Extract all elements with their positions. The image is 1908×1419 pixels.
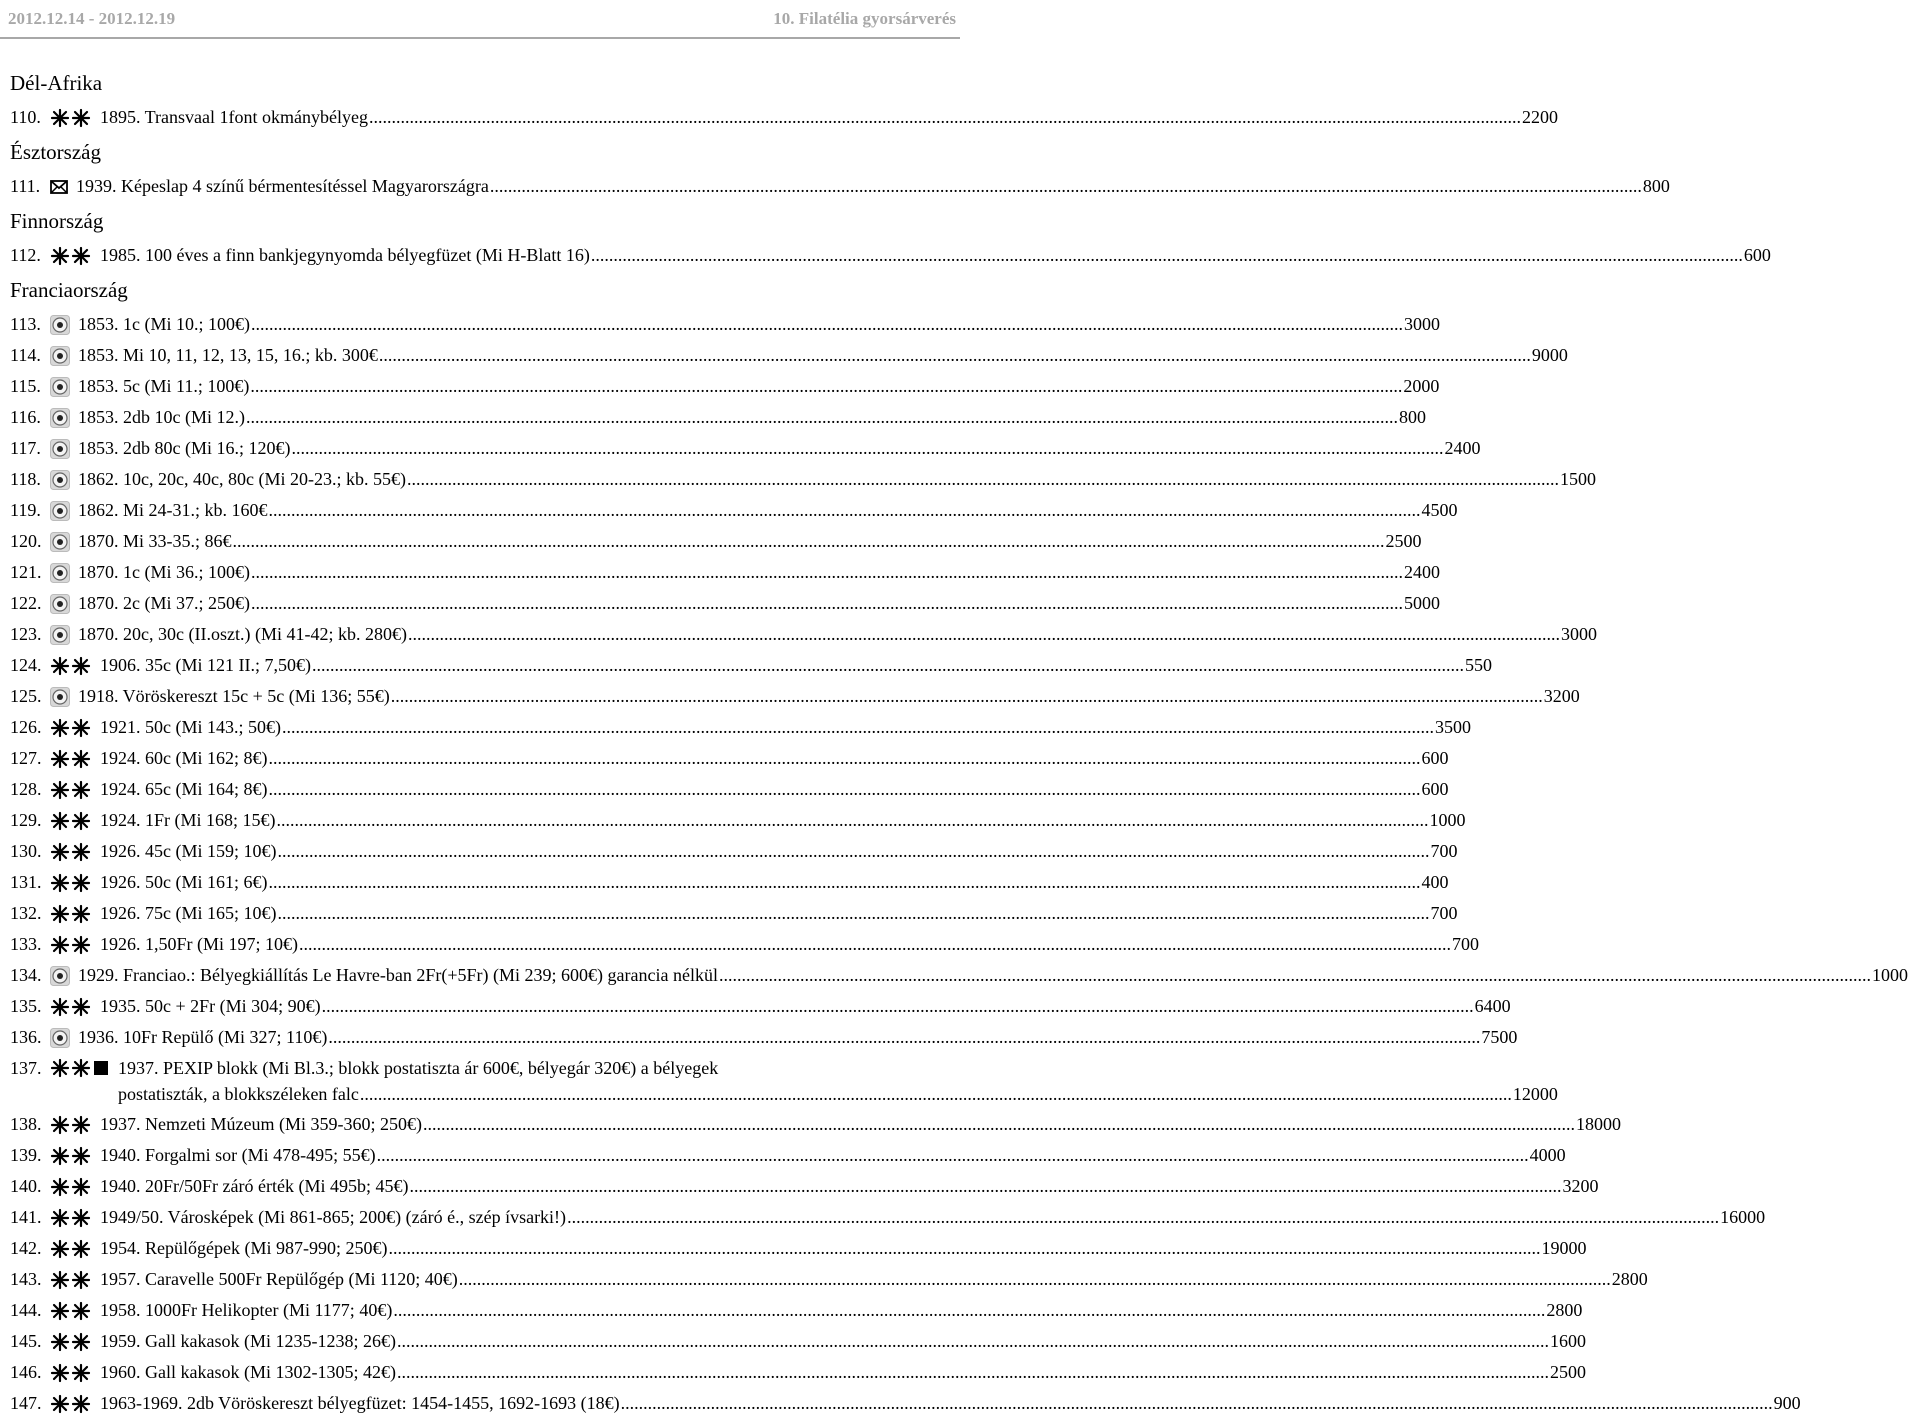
lot-row xyxy=(10,340,1568,371)
mint-icon xyxy=(50,929,92,960)
lot-price: 3500 xyxy=(1434,717,1471,737)
lot-price: 2500 xyxy=(1549,1362,1586,1382)
lot-description: 1936. 10Fr Repülő (Mi 327; 110€) xyxy=(78,1027,328,1047)
lot-number: 131. xyxy=(10,872,42,892)
mint-icon xyxy=(50,1264,92,1295)
dot-leader xyxy=(282,712,1434,743)
dot-leader xyxy=(250,371,1402,402)
mint-icon xyxy=(50,898,92,929)
lot-row xyxy=(10,743,1449,774)
lot-description: 1959. Gall kakasok (Mi 1235-1238; 26€) xyxy=(100,1331,396,1351)
lot-description: 1960. Gall kakasok (Mi 1302-1305; 42€) xyxy=(100,1362,396,1382)
lot-number: 140. xyxy=(10,1176,42,1196)
lot-price: 700 xyxy=(1452,934,1479,954)
lot-row xyxy=(10,433,1481,464)
mint-icon xyxy=(50,774,92,805)
catalog-list xyxy=(10,64,1908,1419)
dot-leader xyxy=(459,1264,1611,1295)
mint-icon xyxy=(50,991,92,1022)
lot-price: 1600 xyxy=(1549,1331,1586,1351)
lot-price: 700 xyxy=(1430,841,1458,861)
used-icon xyxy=(50,340,70,371)
mint-icon xyxy=(50,1140,92,1171)
lot-price: 2800 xyxy=(1546,1300,1583,1320)
used-icon xyxy=(50,526,70,557)
dot-leader xyxy=(269,495,1421,526)
lot-number: 130. xyxy=(10,841,42,861)
lot-number: 138. xyxy=(10,1114,42,1134)
lot-description: 1985. 100 éves a finn bankjegynyomda bélyegfüzet (Mi H-Blatt 16) xyxy=(100,245,590,265)
dot-leader xyxy=(277,836,1429,867)
lot-number: 120. xyxy=(10,531,42,551)
lot-description: 1949/50. Városképek (Mi 861-865; 200€) (záró é., szép ívsarki!) xyxy=(100,1207,567,1227)
used-icon xyxy=(50,464,70,495)
dot-leader xyxy=(251,588,1403,619)
lot-row xyxy=(10,171,1670,202)
lot-row xyxy=(10,1171,1599,1202)
lot-price: 18000 xyxy=(1575,1114,1621,1134)
lot-number: 126. xyxy=(10,717,42,737)
dot-leader xyxy=(268,867,1420,898)
lot-description: 1926. 50c (Mi 161; 6€) xyxy=(100,872,268,892)
lot-description: 1958. 1000Fr Helikopter (Mi 1177; 40€) xyxy=(100,1300,393,1320)
lot-price: 800 xyxy=(1642,176,1670,196)
lot-row xyxy=(10,495,1458,526)
dot-leader xyxy=(251,309,1403,340)
lot-description: 1924. 65c (Mi 164; 8€) xyxy=(100,779,268,799)
lot-number: 117. xyxy=(10,438,41,458)
lot-row xyxy=(10,650,1492,681)
dot-leader xyxy=(268,743,1420,774)
lot-row xyxy=(10,371,1440,402)
lot-number: 136. xyxy=(10,1027,42,1047)
lot-description: 1870. 2c (Mi 37.; 250€) xyxy=(78,593,250,613)
lot-number: 122. xyxy=(10,593,42,613)
mint-icon xyxy=(50,867,92,898)
lot-price: 12000 xyxy=(1512,1084,1558,1104)
lot-row xyxy=(10,712,1471,743)
lot-description: 1929. Franciao.: Bélyegkiállítás Le Havre-ban 2Fr(+5Fr) (Mi 239; 600€) garancia nélkül xyxy=(78,965,718,985)
mint-icon xyxy=(50,1326,92,1357)
lot-number: 110. xyxy=(10,107,41,127)
lot-row xyxy=(10,991,1511,1022)
dot-leader xyxy=(490,171,1642,202)
dot-leader xyxy=(391,681,1543,712)
lot-price: 2500 xyxy=(1385,531,1422,551)
lot-price: 3000 xyxy=(1560,624,1597,644)
lot-row xyxy=(10,240,1771,271)
lot-price: 2800 xyxy=(1611,1269,1648,1289)
mint-icon xyxy=(50,102,92,133)
lot-price: 3200 xyxy=(1543,686,1580,706)
lot-row xyxy=(10,1233,1587,1264)
lot-description: 1921. 50c (Mi 143.; 50€) xyxy=(100,717,281,737)
dot-leader xyxy=(567,1202,1719,1233)
dot-leader xyxy=(397,1326,1549,1357)
lot-number: 133. xyxy=(10,934,42,954)
lot-price: 700 xyxy=(1430,903,1458,923)
dot-leader xyxy=(388,1233,1540,1264)
lot-price: 2400 xyxy=(1403,562,1440,582)
lot-number: 147. xyxy=(10,1393,42,1413)
section-title: Franciaország xyxy=(10,278,128,302)
mint-icon xyxy=(50,1388,92,1419)
lot-row xyxy=(10,1388,1801,1419)
lot-price: 2400 xyxy=(1444,438,1481,458)
lot-description: 1954. Repülőgépek (Mi 987-990; 250€) xyxy=(100,1238,388,1258)
lot-number: 134. xyxy=(10,965,42,985)
lot-price: 2000 xyxy=(1403,376,1440,396)
lot-description: 1853. 2db 10c (Mi 12.) xyxy=(78,407,245,427)
lot-description: 1870. 20c, 30c (II.oszt.) (Mi 41-42; kb. 280€) xyxy=(78,624,407,644)
dot-leader xyxy=(423,1109,1575,1140)
used-icon xyxy=(50,433,70,464)
mint-icon xyxy=(50,1233,92,1264)
lot-description: 1853. 5c (Mi 11.; 100€) xyxy=(78,376,250,396)
lot-price: 9000 xyxy=(1531,345,1568,365)
lot-description: 1862. 10c, 20c, 40c, 80c (Mi 20-23.; kb. 55€) xyxy=(78,469,406,489)
lot-row xyxy=(10,619,1597,650)
lot-number: 119. xyxy=(10,500,41,520)
used-icon xyxy=(50,1022,70,1053)
dot-leader xyxy=(379,340,1531,371)
lot-number: 127. xyxy=(10,748,42,768)
lot-row xyxy=(10,805,1466,836)
dot-leader xyxy=(409,1171,1561,1202)
lot-number: 132. xyxy=(10,903,42,923)
dot-leader xyxy=(360,1081,1512,1107)
lot-number: 141. xyxy=(10,1207,42,1227)
lot-number: 112. xyxy=(10,245,41,265)
lot-row xyxy=(10,960,1908,991)
mint-icon xyxy=(50,1109,92,1140)
lot-number: 146. xyxy=(10,1362,42,1382)
lot-number: 128. xyxy=(10,779,42,799)
lot-row xyxy=(10,836,1458,867)
dot-leader xyxy=(591,240,1743,271)
page-header xyxy=(0,0,960,38)
lot-description-cont: postatiszták, a blokkszéleken falc xyxy=(118,1084,359,1104)
dot-leader xyxy=(251,557,1403,588)
lot-number: 139. xyxy=(10,1145,42,1165)
dot-leader xyxy=(369,102,1521,133)
lot-row xyxy=(10,1326,1586,1357)
lot-row xyxy=(10,309,1440,340)
lot-row xyxy=(10,402,1426,433)
used-icon xyxy=(50,371,70,402)
lot-description: 1957. Caravelle 500Fr Repülőgép (Mi 1120; 40€) xyxy=(100,1269,458,1289)
header-title: 10. Filatélia gyorsárverés xyxy=(773,9,956,28)
lot-description: 1939. Képeslap 4 színű bérmentesítéssel Magyarországra xyxy=(76,176,489,196)
lot-description: 1853. Mi 10, 11, 12, 13, 15, 16.; kb. 300€ xyxy=(78,345,378,365)
mint-icon xyxy=(50,1357,92,1388)
lot-price: 800 xyxy=(1398,407,1426,427)
lot-price: 400 xyxy=(1421,872,1449,892)
lot-price: 550 xyxy=(1464,655,1492,675)
envelope-icon xyxy=(50,171,68,202)
dot-leader xyxy=(299,929,1451,960)
lot-row xyxy=(10,1357,1586,1388)
dot-leader xyxy=(408,619,1560,650)
lot-number: 111. xyxy=(10,176,41,196)
lot-description: 1906. 35c (Mi 121 II.; 7,50€) xyxy=(100,655,311,675)
lot-description: 1853. 2db 80c (Mi 16.; 120€) xyxy=(78,438,291,458)
lot-description: 1924. 60c (Mi 162; 8€) xyxy=(100,748,268,768)
lot-description: 1862. Mi 24-31.; kb. 160€ xyxy=(78,500,268,520)
dot-leader xyxy=(719,960,1871,991)
lot-number: 123. xyxy=(10,624,42,644)
dot-leader xyxy=(277,805,1429,836)
mint-block-icon xyxy=(50,1055,108,1081)
lot-number: 137. xyxy=(10,1058,42,1078)
used-icon xyxy=(50,681,70,712)
lot-description: 1853. 1c (Mi 10.; 100€) xyxy=(78,314,250,334)
lot-description: 1870. Mi 33-35.; 86€ xyxy=(78,531,232,551)
dot-leader xyxy=(393,1295,1545,1326)
lot-price: 3000 xyxy=(1403,314,1440,334)
lot-row xyxy=(10,102,1558,133)
lot-price: 1000 xyxy=(1871,965,1908,985)
lot-description: 1870. 1c (Mi 36.; 100€) xyxy=(78,562,250,582)
dot-leader xyxy=(407,464,1559,495)
lot-number: 124. xyxy=(10,655,42,675)
lot-row xyxy=(10,1295,1583,1326)
dot-leader xyxy=(246,402,1398,433)
lot-price: 16000 xyxy=(1720,1207,1766,1227)
used-icon xyxy=(50,588,70,619)
dot-leader xyxy=(268,774,1420,805)
lot-price: 600 xyxy=(1421,779,1449,799)
lot-price: 1500 xyxy=(1559,469,1596,489)
mint-icon xyxy=(50,805,92,836)
used-icon xyxy=(50,402,70,433)
lot-description: 1937. PEXIP blokk (Mi Bl.3.; blokk postatiszta ár 600€, bélyegár 320€) a bélyegek xyxy=(118,1058,719,1078)
lot-number: 116. xyxy=(10,407,41,427)
mint-icon xyxy=(50,712,92,743)
dot-leader xyxy=(377,1140,1529,1171)
section-title: Finnország xyxy=(10,209,104,233)
lot-price: 2200 xyxy=(1521,107,1558,127)
lot-row xyxy=(10,929,1479,960)
lot-number: 125. xyxy=(10,686,42,706)
lot-row xyxy=(10,1109,1621,1140)
lot-description: 1940. 20Fr/50Fr záró érték (Mi 495b; 45€) xyxy=(100,1176,409,1196)
section-title: Észtország xyxy=(10,140,101,164)
dot-leader xyxy=(233,526,1385,557)
lot-number: 121. xyxy=(10,562,42,582)
lot-price: 600 xyxy=(1421,748,1449,768)
lot-description: 1937. Nemzeti Múzeum (Mi 359-360; 250€) xyxy=(100,1114,422,1134)
mint-icon xyxy=(50,836,92,867)
lot-row xyxy=(10,681,1580,712)
used-icon xyxy=(50,495,70,526)
dot-leader xyxy=(397,1357,1549,1388)
mint-icon xyxy=(50,650,92,681)
lot-price: 19000 xyxy=(1541,1238,1587,1258)
lot-row xyxy=(10,1053,1558,1109)
lot-description: 1935. 50c + 2Fr (Mi 304; 90€) xyxy=(100,996,321,1016)
lot-row xyxy=(10,557,1440,588)
header-rule xyxy=(0,37,960,39)
lot-price: 6400 xyxy=(1474,996,1511,1016)
lot-price: 5000 xyxy=(1403,593,1440,613)
lot-description: 1918. Vöröskereszt 15c + 5c (Mi 136; 55€) xyxy=(78,686,390,706)
lot-row xyxy=(10,898,1458,929)
lot-description: 1940. Forgalmi sor (Mi 478-495; 55€) xyxy=(100,1145,376,1165)
lot-number: 135. xyxy=(10,996,42,1016)
mint-icon xyxy=(50,1295,92,1326)
lot-price: 7500 xyxy=(1481,1027,1518,1047)
lot-row xyxy=(10,867,1449,898)
lot-row xyxy=(10,1022,1518,1053)
lot-number: 129. xyxy=(10,810,42,830)
lot-price: 600 xyxy=(1743,245,1771,265)
lot-number: 113. xyxy=(10,314,41,334)
lot-price: 4500 xyxy=(1421,500,1458,520)
lot-row xyxy=(10,464,1596,495)
lot-price: 1000 xyxy=(1429,810,1466,830)
lot-row xyxy=(10,1202,1766,1233)
lot-description: 1895. Transvaal 1font okmánybélyeg xyxy=(100,107,368,127)
dot-leader xyxy=(312,650,1464,681)
mint-icon xyxy=(50,1171,92,1202)
dot-leader xyxy=(322,991,1474,1022)
lot-description: 1924. 1Fr (Mi 168; 15€) xyxy=(100,810,276,830)
lot-row xyxy=(10,774,1449,805)
mint-icon xyxy=(50,1202,92,1233)
dot-leader xyxy=(277,898,1429,929)
lot-number: 143. xyxy=(10,1269,42,1289)
lot-price: 3200 xyxy=(1562,1176,1599,1196)
lot-price: 900 xyxy=(1773,1393,1801,1413)
used-icon xyxy=(50,619,70,650)
lot-number: 145. xyxy=(10,1331,42,1351)
lot-number: 142. xyxy=(10,1238,42,1258)
dot-leader xyxy=(328,1022,1480,1053)
lot-price: 4000 xyxy=(1529,1145,1566,1165)
lot-number: 144. xyxy=(10,1300,42,1320)
header-dates: 2012.12.14 - 2012.12.19 xyxy=(8,9,176,28)
section-title: Dél-Afrika xyxy=(10,71,103,95)
lot-number: 118. xyxy=(10,469,41,489)
used-icon xyxy=(50,309,70,340)
dot-leader xyxy=(621,1388,1773,1419)
lot-row xyxy=(10,526,1422,557)
used-icon xyxy=(50,557,70,588)
mint-icon xyxy=(50,240,92,271)
dot-leader xyxy=(291,433,1443,464)
lot-description: 1926. 75c (Mi 165; 10€) xyxy=(100,903,277,923)
lot-row xyxy=(10,1140,1566,1171)
lot-row xyxy=(10,588,1440,619)
lot-number: 114. xyxy=(10,345,41,365)
lot-description: 1926. 1,50Fr (Mi 197; 10€) xyxy=(100,934,298,954)
lot-number: 115. xyxy=(10,376,41,396)
mint-icon xyxy=(50,743,92,774)
lot-description: 1963-1969. 2db Vöröskereszt bélyegfüzet: 1454-1455, 1692-1693 (18€) xyxy=(100,1393,620,1413)
lot-description: 1926. 45c (Mi 159; 10€) xyxy=(100,841,277,861)
used-icon xyxy=(50,960,70,991)
lot-row xyxy=(10,1264,1648,1295)
